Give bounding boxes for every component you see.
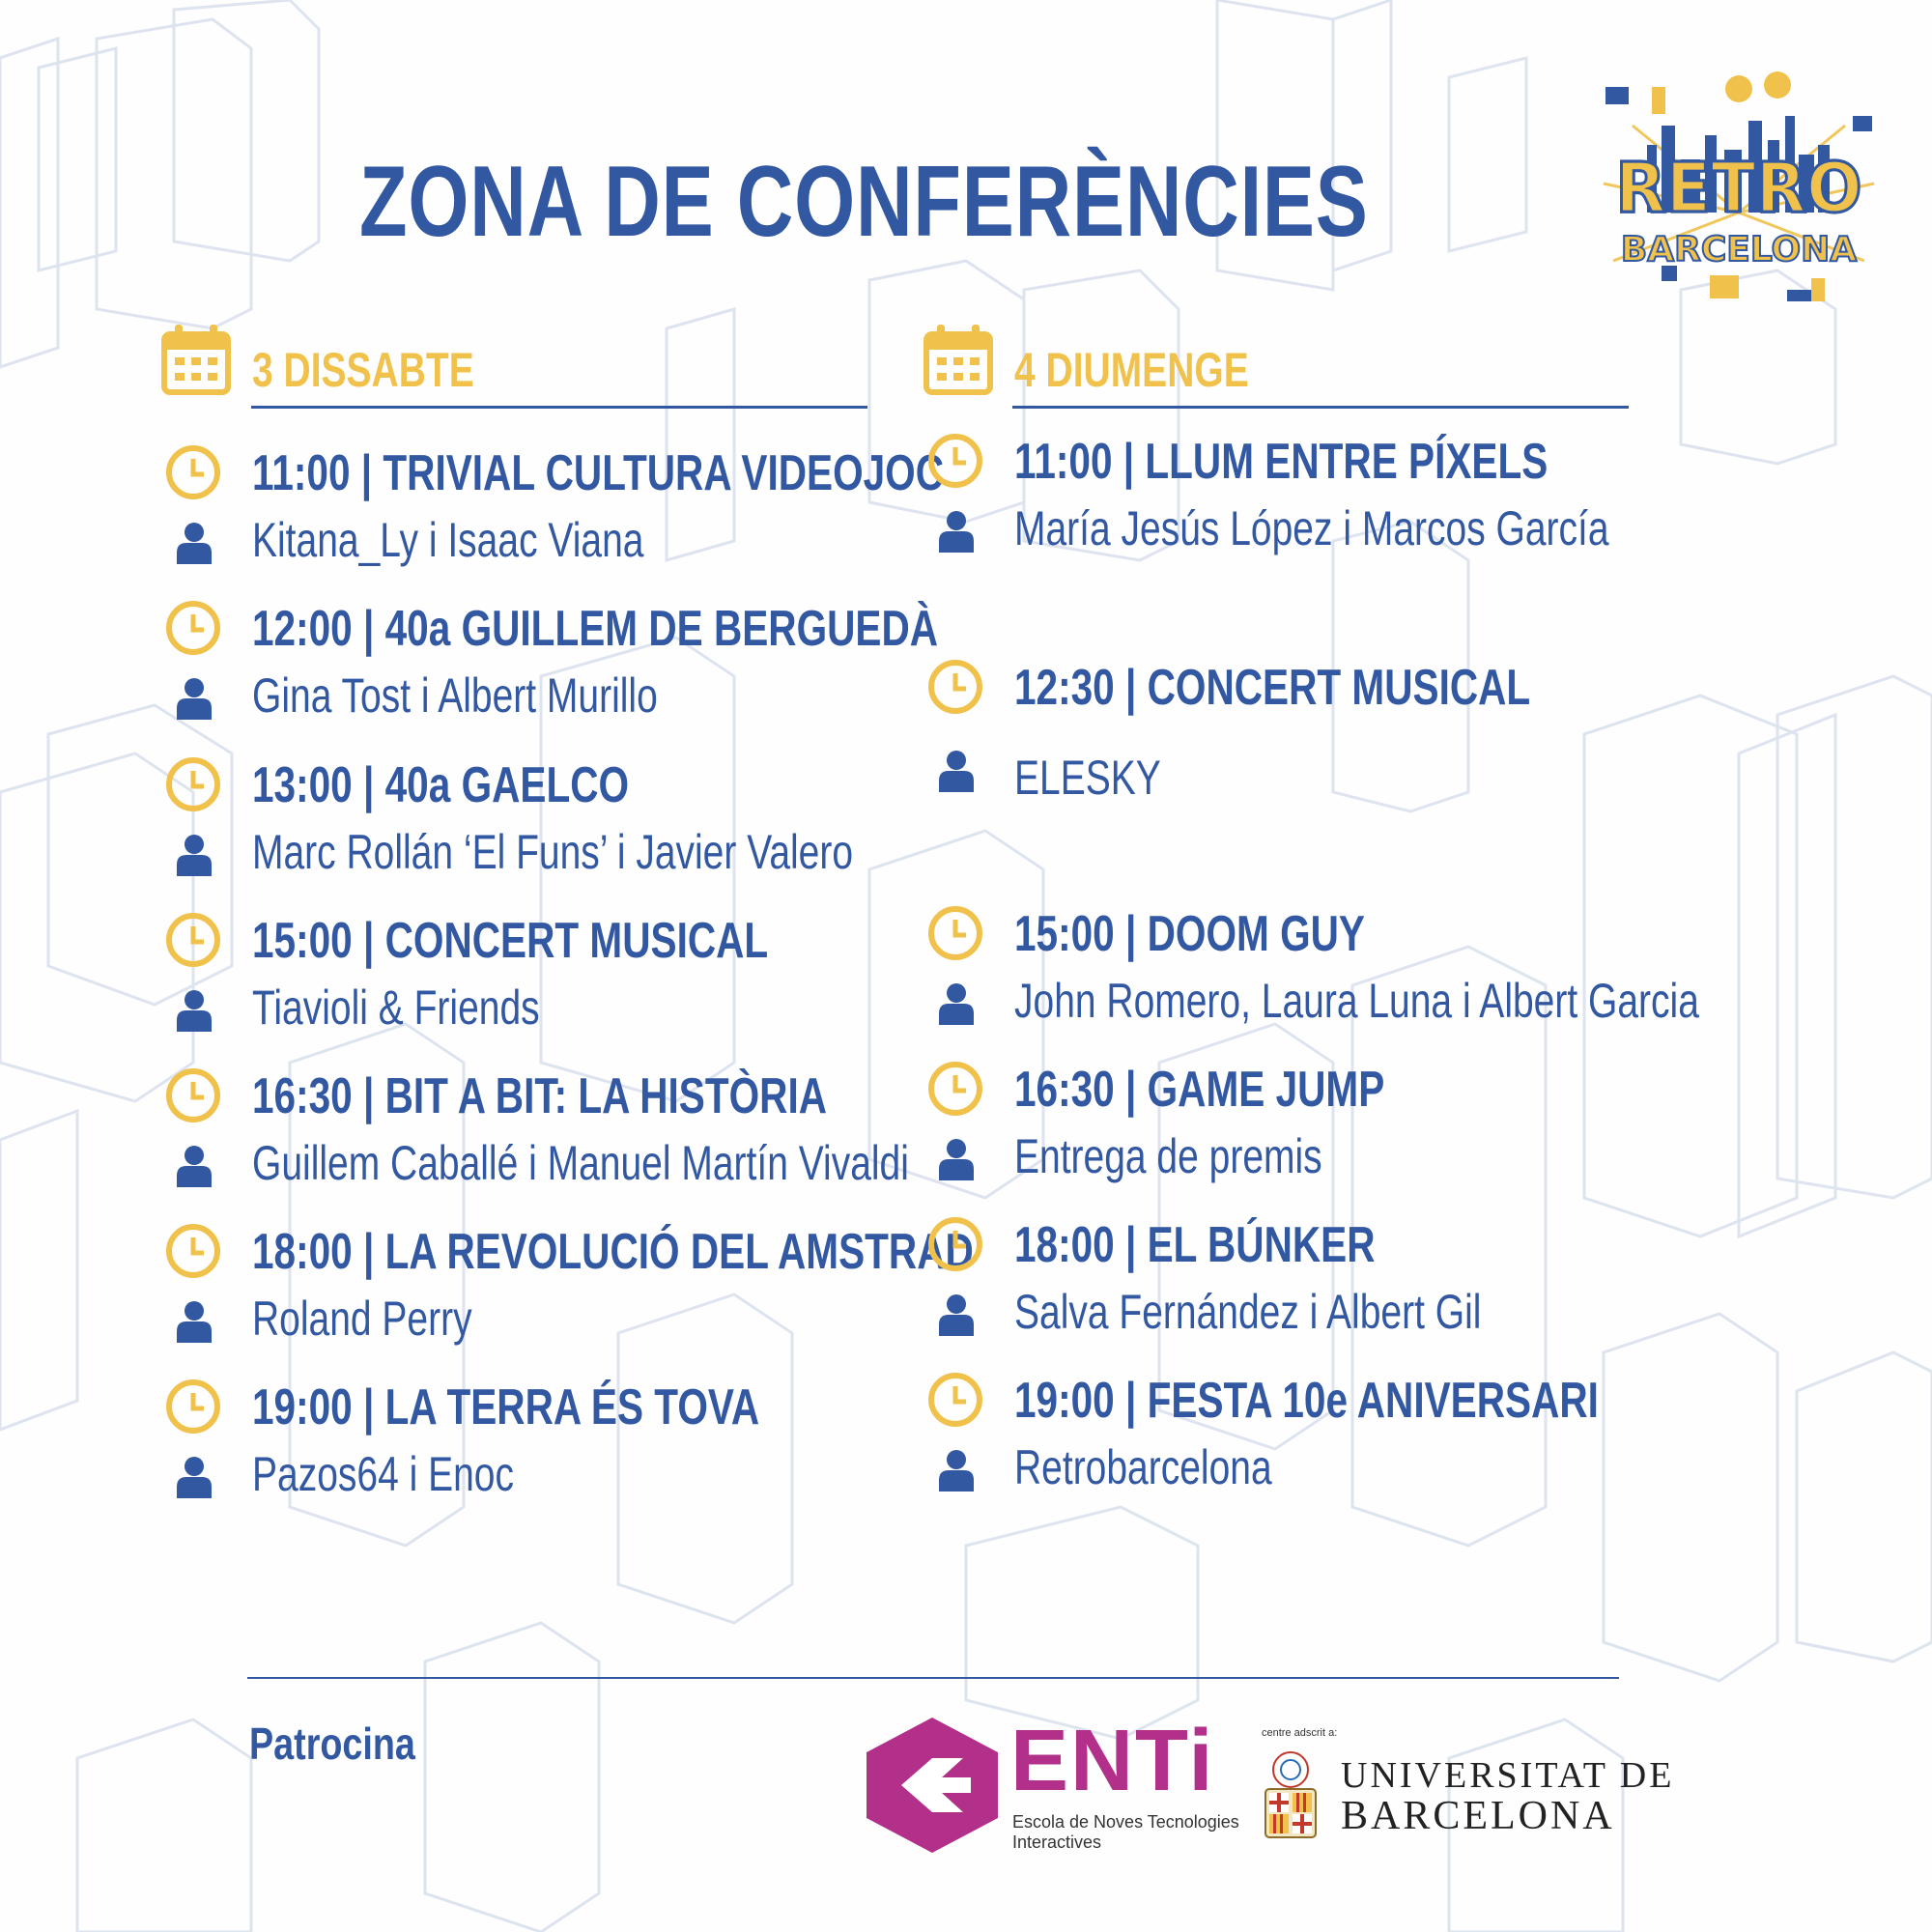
- event-speakers: Marc Rollán ‘El Funs’ i Javier Valero: [252, 825, 854, 879]
- event-time-title: 11:00 | TRIVIAL CULTURA VIDEOJOC: [252, 445, 945, 501]
- footer-divider: [247, 1677, 1619, 1679]
- logo-retro-text: RETRO: [1615, 148, 1862, 229]
- person-icon: [177, 677, 212, 720]
- clock-icon: [927, 905, 983, 961]
- clock-icon: [927, 1061, 983, 1117]
- enti-subtitle: Escola de Noves Tecnologies Interactives: [1012, 1812, 1239, 1852]
- person-icon: [939, 510, 974, 553]
- clock-icon: [927, 433, 983, 489]
- clock-icon: [927, 1372, 983, 1428]
- event-time-title: 15:00 | CONCERT MUSICAL: [252, 913, 769, 969]
- calendar-icon: [161, 323, 231, 396]
- clock-icon: [165, 1378, 221, 1435]
- event-time-title: 19:00 | FESTA 10e ANIVERSARI: [1014, 1373, 1599, 1429]
- event-speakers: Retrobarcelona: [1014, 1440, 1272, 1494]
- event-time-title: 12:30 | CONCERT MUSICAL: [1014, 660, 1531, 716]
- event-speakers: Guillem Caballé i Manuel Martín Vivaldi: [252, 1136, 909, 1190]
- person-icon: [177, 1145, 212, 1187]
- clock-icon: [165, 444, 221, 500]
- person-icon: [177, 834, 212, 876]
- day-label: 4 DIUMENGE: [1014, 343, 1249, 397]
- ub-seal-icon: [1260, 1745, 1321, 1845]
- clock-icon: [165, 1067, 221, 1123]
- day-label: 3 DISSABTE: [252, 343, 474, 397]
- person-icon: [177, 1456, 212, 1498]
- event-time-title: 18:00 | EL BÚNKER: [1014, 1217, 1376, 1273]
- event-time-title: 11:00 | LLUM ENTRE PÍXELS: [1014, 434, 1548, 490]
- event-time-title: 12:00 | 40a GUILLEM DE BERGUEDÀ: [252, 601, 939, 657]
- event-speakers: María Jesús López i Marcos García: [1014, 501, 1609, 555]
- clock-icon: [165, 600, 221, 656]
- ub-name-line1: UNIVERSITAT DE: [1341, 1755, 1675, 1796]
- clock-icon: [165, 912, 221, 968]
- event-speakers: Gina Tost i Albert Murillo: [252, 668, 658, 723]
- ub-note: centre adscrit a:: [1262, 1727, 1338, 1739]
- person-icon: [177, 1300, 212, 1343]
- logo-barcelona-text: BARCELONA: [1620, 230, 1858, 270]
- retro-barcelona-logo: [1594, 68, 1884, 338]
- person-icon: [939, 1293, 974, 1336]
- event-speakers: Kitana_Ly i Isaac Viana: [252, 513, 644, 567]
- event-time-title: 16:30 | BIT A BIT: LA HISTÒRIA: [252, 1068, 828, 1124]
- clock-icon: [165, 756, 221, 812]
- clock-icon: [165, 1223, 221, 1279]
- person-icon: [939, 750, 974, 792]
- event-time-title: 18:00 | LA REVOLUCIÓ DEL AMSTRAD: [252, 1224, 974, 1280]
- enti-logo-icon: [863, 1718, 1002, 1853]
- event-speakers: Pazos64 i Enoc: [252, 1447, 515, 1501]
- event-speakers: Entrega de premis: [1014, 1129, 1322, 1183]
- event-speakers: Tiavioli & Friends: [252, 980, 540, 1035]
- event-speakers: Salva Fernández i Albert Gil: [1014, 1285, 1482, 1339]
- calendar-icon: [923, 323, 993, 396]
- enti-name: ENTi: [1010, 1713, 1215, 1809]
- event-speakers: ELESKY: [1014, 751, 1161, 805]
- sponsor-label: Patrocina: [249, 1719, 415, 1769]
- page-title: ZONA DE CONFERÈNCIES: [359, 146, 1369, 258]
- event-speakers: John Romero, Laura Luna i Albert Garcia: [1014, 974, 1699, 1028]
- event-time-title: 13:00 | 40a GAELCO: [252, 757, 630, 813]
- clock-icon: [927, 659, 983, 715]
- clock-icon: [927, 1216, 983, 1272]
- ub-name-line2: BARCELONA: [1341, 1794, 1615, 1838]
- person-icon: [939, 982, 974, 1025]
- day-divider: [251, 406, 867, 409]
- day-divider: [1012, 406, 1629, 409]
- event-time-title: 16:30 | GAME JUMP: [1014, 1062, 1385, 1118]
- person-icon: [177, 522, 212, 564]
- person-icon: [177, 989, 212, 1032]
- person-icon: [939, 1449, 974, 1492]
- event-speakers: Roland Perry: [252, 1292, 472, 1346]
- event-time-title: 19:00 | LA TERRA ÉS TOVA: [252, 1379, 760, 1435]
- person-icon: [939, 1138, 974, 1180]
- event-time-title: 15:00 | DOOM GUY: [1014, 906, 1365, 962]
